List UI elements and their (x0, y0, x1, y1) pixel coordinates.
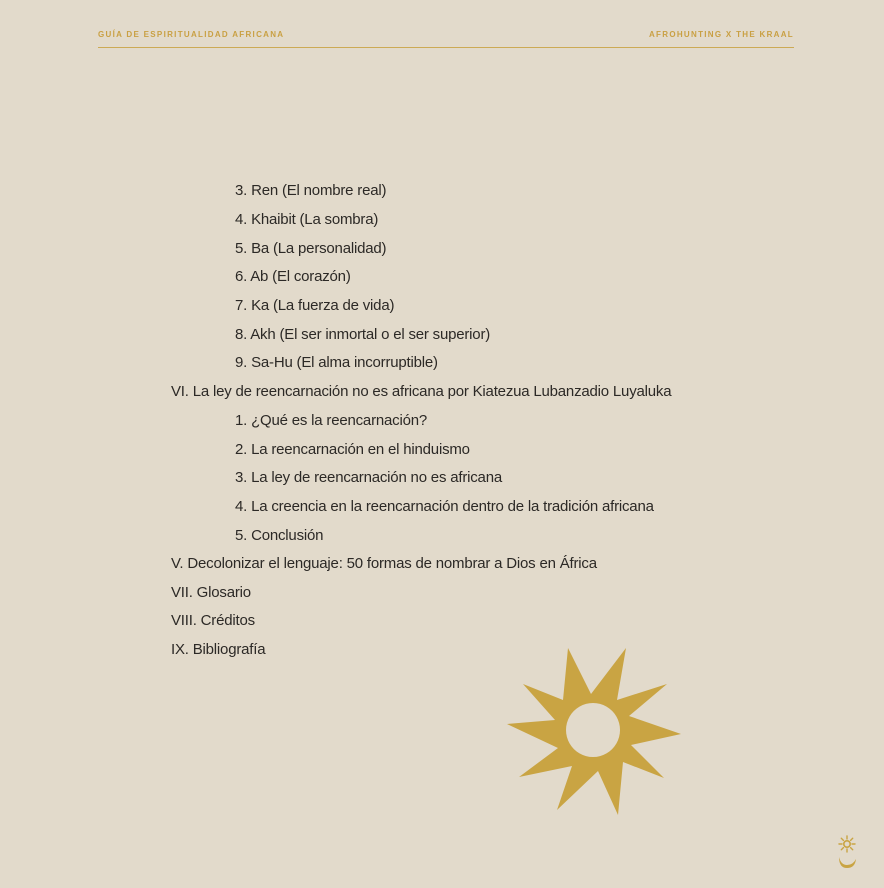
toc-entry[interactable]: 2. La reencarnación en el hinduismo (235, 441, 470, 458)
toc-entry[interactable]: 5. Ba (La personalidad) (235, 240, 387, 257)
toc-entry[interactable]: 4. La creencia en la reencarnación dentro de la tradición africana (235, 498, 654, 515)
toc-entry[interactable]: 7. Ka (La fuerza de vida) (235, 297, 395, 314)
toc-entry[interactable]: 1. ¿Qué es la reencarnación? (235, 412, 428, 429)
toc-entry[interactable]: 8. Akh (El ser inmortal o el ser superior) (235, 326, 491, 343)
sun-icon (503, 640, 685, 820)
toc-chapter[interactable]: VII. Glosario (171, 584, 251, 601)
toc-entry[interactable]: 4. Khaibit (La sombra) (235, 211, 379, 228)
toc-entry[interactable]: 3. La ley de reencarnación no es africana (235, 469, 502, 486)
toc-chapter[interactable]: VIII. Créditos (171, 612, 255, 629)
sun-moon-logo-icon (836, 834, 858, 870)
toc-chapter[interactable]: V. Decolonizar el lenguaje: 50 formas de nombrar a Dios en África (171, 555, 597, 572)
toc-entry[interactable]: 6. Ab (El corazón) (235, 268, 351, 285)
publisher-credit: AFROHUNTING X THE KRAAL (648, 30, 794, 39)
toc-entry[interactable]: 9. Sa-Hu (El alma incorruptible) (235, 354, 438, 371)
toc-entry[interactable]: 5. Conclusión (235, 527, 324, 544)
toc-entry[interactable]: 3. Ren (El nombre real) (235, 182, 387, 199)
toc-chapter[interactable]: VI. La ley de reencarnación no es africana por Kiatezua Lubanzadio Luyaluka (171, 383, 672, 400)
toc-chapter[interactable]: IX. Bibliografía (171, 641, 266, 658)
guide-title: GUÍA DE ESPIRITUALIDAD AFRICANA (98, 30, 285, 39)
